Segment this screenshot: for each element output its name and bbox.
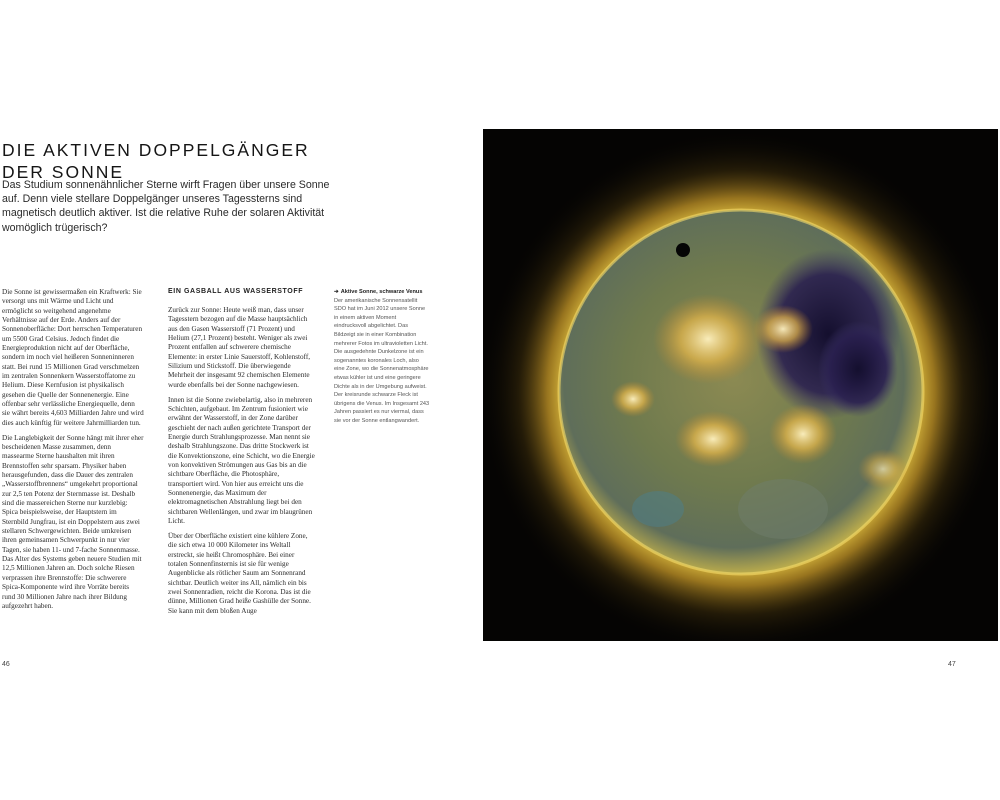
active-region [675,411,751,467]
article-title-line-1: DIE AKTIVEN DOPPELGÄNGER [2,139,310,160]
page-number-right: 47 [948,661,956,668]
body-paragraph: Die Langlebigkeit der Sonne hängt mit ihrer eher bescheidenen Masse zusammen, denn massearme Sterne haushalten mit ihren Brennstoffen sehr sparsam. Physiker haben herausgefunden, dass die Dauer des zentralen „Wasserstoffbrennens“ umgekehrt proportional zur 2,5 ten Potenz der Sternmasse ist. Deshalb sind die massereichen Sterne nur kurzlebig: Spica beispielsweise, der Hauptstern im Sternbild Jungfrau, ist ein Doppelstern aus zwei stellaren Schwergewichten. Beide umkreisen ihren gemeinsamen Schwerpunkt in nur vier Tagen, sie haben 11- und 7-fache Sonnenmasse. Das Alter des Systems geben neuere Studien mit 12,5 Millionen Jahren an. Doch solche Riesen verprassen ihre Brennstoffe: Die schwerere Spica-Komponente wird ihre Vorräte bereits rund 30 Millionen Jahre nach ihrer Bildung aufgezehrt haben. [2,433,144,610]
article-lead: Das Studium sonnenähnlicher Sterne wirft Fragen über unsere Sonne auf. Denn viele stellare Doppelgänger unseres Tagessterns sind magnetisch deutlich aktiver. Ist die relative Ruhe der solaren Aktivität womöglich trügerisch? [2,179,330,234]
quiet-region [738,479,828,539]
active-region [769,404,837,464]
body-paragraph: Innen ist die Sonne zwiebelartig, also in mehreren Schichten, aufgebaut. Im Zentrum fusioniert wie erwähnt der Wasserstoff, in der Zone darüber geschieht der nach außen gerichtete Transport der Energie durch Strahlungsprozesse. Man nennt sie deshalb Strahlungszone. Das dritte Stockwerk ist die Konvektionszone, eine Schicht, wo die Energie von konvektiven Strömungen aus Gas bis an die sichtbare Oberfläche, die Photosphäre, transportiert wird. Von hier aus erreicht uns die Sonnenenergie, das Maximum der elektromagnetischen Abstrahlung liegt bei den sichtbaren Wellenlängen, und zwar im blaugrünen Licht. [168,395,315,526]
body-column-1 [2,288,144,617]
active-region [753,305,813,353]
active-region [653,294,763,384]
article-title-line-2: DER SONNE [2,161,125,182]
section-heading: EIN GASBALL AUS WASSERSTOFF [168,288,304,295]
page-number-left: 46 [2,661,10,668]
article-title [2,139,322,183]
body-paragraph: Zurück zur Sonne: Heute weiß man, dass unser Tagesstern bezogen auf die Masse hauptsächlich aus den Gasen Wasserstoff (71 Prozent) und Helium (27,1 Prozent) besteht. Weniger als zwei Prozent entfallen auf schwerere chemische Elemente: in erster Linie Sauerstoff, Kohlenstoff, Silizium und Stickstoff. Die überwiegende Mehrheit der insgesamt 92 chemischen Elemente wurde ebenfalls bei der Sonne nachgewiesen. [168,306,311,389]
body-column-2 [168,306,315,622]
image-caption [334,288,430,426]
caption-title [334,288,430,297]
body-paragraph: Die Sonne ist gewissermaßen ein Kraftwerk: Sie versorgt uns mit Wärme und Licht und ermöglicht so weitgehend angenehme Verhältnisse auf der Erde. Anders auf der Sonnenoberfläche: Dort herrschen Temperaturen um 5500 Grad Celsius. Jedoch findet die Energieproduktion nicht auf der Oberfläche, sondern im noch viel heißeren Sonneninneren statt. Bei rund 15 Millionen Grad verschmelzen im zentralen Sonnenkern Wasserstoffatome zu Helium. Diese Kernfusion ist physikalisch gesehen die Quelle der Sonnenenergie. Eine offenbar sehr verlässliche Energiequelle, denn sie währt bereits 4,603 Milliarden Jahre und wird dies auch künftig für weitere Jahrmilliarden tun. [2,288,144,427]
active-region [611,381,655,417]
sun-illustration [483,129,998,641]
caption-title-text: Aktive Sonne, schwarze Venus [340,289,423,295]
caption-text: Der amerikanische Sonnensatellit SDO hat im Juni 2012 unsere Sonne in einem aktiven Moment eindrucksvoll abgelichtet. Das Bildzeigt sie in einer Kombination mehrerer Fotos im ultravioletten Licht. Die ausgedehnte Dunkelzone ist ein sogenanntes koronales Loch, also eine Zone, wo die Sonnenatmosphäre etwas kühler ist und eine geringere Dichte als in der Umgebung aufweist. Der kreisrunde schwarze Fleck ist übrigens die Venus. Im Insgesamt 243 Jahren passiert es nur viermal, dass sie vor der Sonne entlangwandert. [334,297,430,424]
body-paragraph: Über der Oberfläche existiert eine kühlere Zone, die sich etwa 10 000 Kilometer ins Weltall erstreckt, sie heißt Chromosphäre. Bei einer totalen Sonnenfinsternis ist sie für wenige Augenblicke als rötlicher Saum am Sonnenrand sichtbar. Deutlich weiter ins All, nämlich ein bis zwei Sonnenradien, reicht die Korona. Das ist die dünne, Millionen Grad heiße Gashülle der Sonne. Sie kann mit dem bloßen Auge [168,531,311,615]
arrow-right-icon: ➔ [334,289,339,295]
coronal-hole-extension [818,321,898,417]
venus-silhouette [676,243,690,257]
active-region [858,449,908,489]
sun-photo [483,129,998,641]
quiet-region [632,491,684,527]
